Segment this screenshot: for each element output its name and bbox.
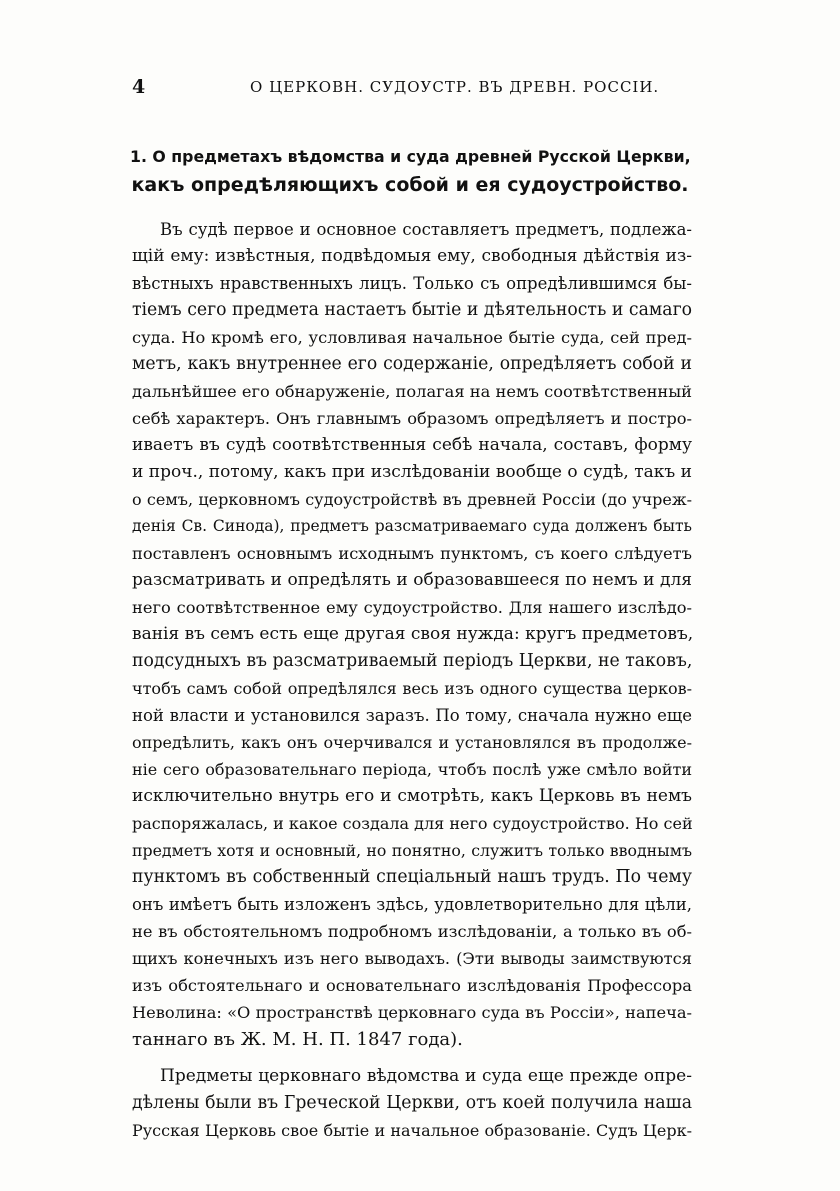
- text-line: Русская Церковь свое бытіе и начальное образованіе. Судъ Церк-: [132, 1121, 692, 1140]
- text-line: распоряжалась, и какое создала для него судоустройство. Но сей: [132, 814, 693, 833]
- text-line: щій ему: извѣстныя, подвѣдомыя ему, свободныя дѣйствія из-: [132, 246, 692, 266]
- text-line: вѣстныхъ нравственныхъ лицъ. Только съ опредѣлившимся бы-: [132, 274, 692, 293]
- text-line: онъ имѣетъ быть изложенъ здѣсь, удовлетворительно для цѣли,: [132, 895, 692, 914]
- text-line: суда. Но кромѣ его, условливая начальное бытіе суда, сей пред-: [132, 328, 692, 347]
- text-line: поставленъ основнымъ исходнымъ пунктомъ, съ коего слѣдуетъ: [132, 544, 692, 563]
- body-text: [132, 216, 692, 1144]
- text-line: дальнѣйшее его обнаруженіе, полагая на немъ соотвѣтственный: [132, 382, 692, 401]
- running-head: [132, 76, 692, 100]
- section-heading-line: какъ опредѣляющихъ собой и ея судоустройство.: [131, 174, 689, 196]
- text-line: денія Св. Синода), предметъ разсматриваемаго суда долженъ быть: [132, 517, 692, 535]
- text-line: тіемъ сего предмета настаетъ бытіе и дѣятельность и самаго: [132, 300, 692, 320]
- text-line: ванія въ семъ есть еще другая своя нужда: кругъ предметовъ,: [132, 624, 694, 644]
- paragraph-gap: [132, 1053, 692, 1063]
- running-title: О ЦЕРКОВН. СУДОУСТР. ВЪ ДРЕВН. РОССІИ.: [250, 78, 660, 96]
- page-number: 4: [132, 76, 146, 98]
- text-line: и проч., потому, какъ при изслѣдованіи вообще о судѣ, такъ и: [132, 462, 692, 482]
- text-line: о семъ, церковномъ судоустройствѣ въ древней Россіи (до учреж-: [132, 490, 692, 509]
- text-line: разсматривать и опредѣлять и образовавшееся по немъ и для: [132, 570, 692, 590]
- text-line: метъ, какъ внутреннее его содержаніе, опредѣляетъ собой и: [132, 354, 692, 374]
- text-line: предметъ хотя и основный, но понятно, служитъ только вводнымъ: [132, 841, 692, 860]
- text-line: себѣ характеръ. Онъ главнымъ образомъ опредѣляетъ и постро-: [132, 409, 692, 428]
- text-line: ніе сего образовательнаго періода, чтобъ послѣ уже смѣло войти: [132, 760, 692, 779]
- text-line: не въ обстоятельномъ подробномъ изслѣдованіи, а только въ об-: [132, 922, 692, 941]
- section-heading: [130, 143, 690, 199]
- text-line: Въ судѣ первое и основное составляетъ предметъ, подлежа-: [160, 220, 692, 239]
- text-line: таннаго въ Ж. М. Н. П. 1847 года).: [132, 1029, 463, 1050]
- text-line: изъ обстоятельнаго и основательнаго изслѣдованія Профессора: [132, 976, 692, 995]
- text-line: опредѣлить, какъ онъ очерчивался и установлялся въ продолже-: [132, 733, 692, 752]
- text-line: дѣлены были въ Греческой Церкви, отъ коей получила наша: [132, 1093, 692, 1113]
- text-line: Неволина: «О пространствѣ церковнаго суда въ Россіи», напеча-: [132, 1003, 692, 1022]
- text-line: исключительно внутрь его и смотрѣть, какъ Церковь въ немъ: [132, 786, 692, 806]
- text-line: Предметы церковнаго вѣдомства и суда еще прежде опре-: [160, 1066, 692, 1086]
- text-line: чтобъ самъ собой опредѣлялся весь изъ одного существа церков-: [132, 679, 692, 698]
- text-line: ной власти и установился заразъ. По тому, сначала нужно еще: [132, 706, 692, 725]
- paragraph-2: [132, 1063, 692, 1144]
- text-line: иваетъ въ судѣ соотвѣтственныя себѣ начала, составъ, форму: [132, 435, 692, 455]
- text-line: пунктомъ въ собственный спеціальный нашъ трудъ. По чему: [132, 867, 692, 887]
- text-line: щихъ конечныхъ изъ него выводахъ. (Эти выводы заимствуются: [132, 949, 692, 968]
- section-heading-line: 1. О предметахъ вѣдомства и суда древней Русской Церкви,: [130, 147, 691, 166]
- paragraph-1: [132, 216, 692, 1053]
- text-line: него соотвѣтственное ему судоустройство. Для нашего изслѣдо-: [132, 598, 692, 617]
- text-line: подсудныхъ въ разсматриваемый періодъ Церкви, не таковъ,: [132, 651, 693, 671]
